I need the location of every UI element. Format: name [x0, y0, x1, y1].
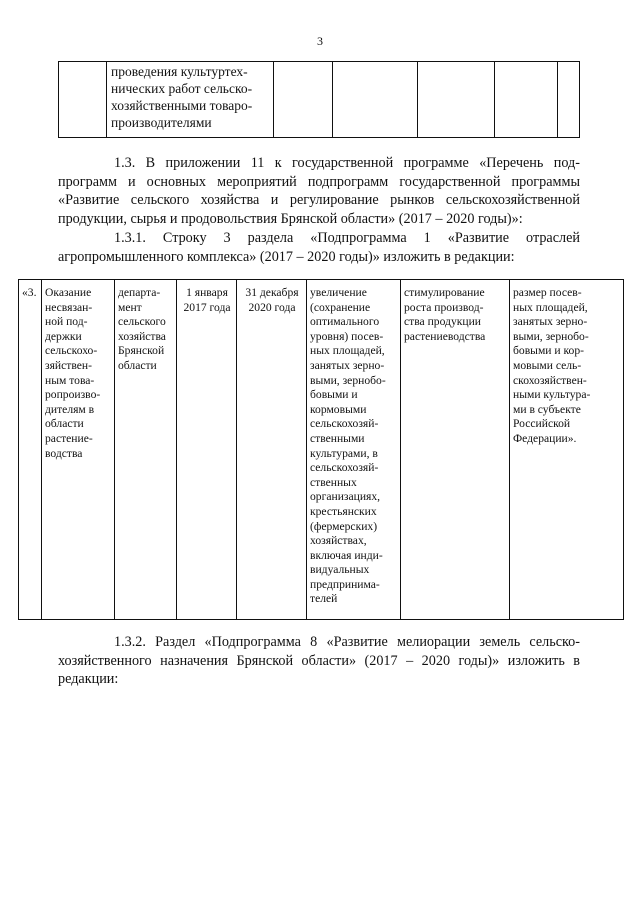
executor-cell: департа- мент сельского хозяйства Брянской области	[115, 280, 177, 620]
paragraph-line: 1.3. В приложении 11 к государственной программе «Перечень под-	[114, 155, 580, 171]
table-cell	[495, 62, 558, 138]
paragraph-line: 1.3.2. Раздел «Подпрограмма 8 «Развитие мелиорации земель сельско-	[114, 634, 580, 650]
page-number: 3	[317, 34, 323, 48]
paragraph-line: продукции, сырья и продовольствия Брянской области» (2017 – 2020 годы)»:	[58, 210, 523, 227]
paragraph-line: редакции:	[58, 671, 119, 687]
table-cell	[274, 62, 333, 138]
paragraph-1-3	[58, 154, 580, 228]
measure-continuation-text: проведения культуртех- нических работ сельско- хозяйственными товаро- производителями	[111, 64, 253, 130]
table-cell	[107, 62, 274, 138]
end-date-cell: 31 декабря 2020 года	[237, 280, 307, 620]
indicator-cell: размер посев- ных площадей, занятых зерно- выми, зернобо- бовыми и кор- мовыми сель- скохозяйствен- ными культура- ми в субъекте Российской Федерации».	[510, 280, 624, 620]
table-cell	[59, 62, 107, 138]
table-fragment-top	[58, 61, 580, 138]
table-cell	[333, 62, 418, 138]
paragraph-line: хозяйственного назначения Брянской области» (2017 – 2020 годы)» изложить в	[58, 652, 580, 669]
goal-cell: стимулирование роста производ- ства продукции растениеводства	[401, 280, 510, 620]
paragraph-1-3-2	[58, 633, 580, 689]
table-cell	[558, 62, 580, 138]
paragraph-line: программ и основных мероприятий подпрограмм государственной программы	[58, 173, 580, 190]
paragraph-line: агропромышленного комплекса» (2017 – 2020 годы)» изложить в редакции:	[58, 248, 515, 265]
paragraph-1-3-1	[58, 229, 580, 266]
paragraph-line: 1.3.1. Строку 3 раздела «Подпрограмма 1 «Развитие отраслей	[114, 230, 580, 246]
table-cell	[418, 62, 495, 138]
start-date-cell: 1 января 2017 года	[177, 280, 237, 620]
measure-cell: Оказание несвязан- ной под- держки сельскохо- зяйствен- ным това- ропроизво- дителям в области растение- водства	[42, 280, 115, 620]
paragraph-line: «Развитие сельского хозяйства и регулирование рынков сельскохозяйственной	[58, 192, 580, 208]
row-number-cell: «3.	[19, 280, 42, 620]
expected-result-cell: увеличение (сохранение оптимального уровня) посев- ных площадей, занятых зерно- выми, зернобо- бовыми и кормовыми сельскохозяй- ственными культурами, в сельскохозяй- ственных организациях, крестьянских (фермерских) хозяйствах, включая инди- видуальных предпринима- телей	[307, 280, 401, 620]
program-row-table	[18, 279, 624, 620]
